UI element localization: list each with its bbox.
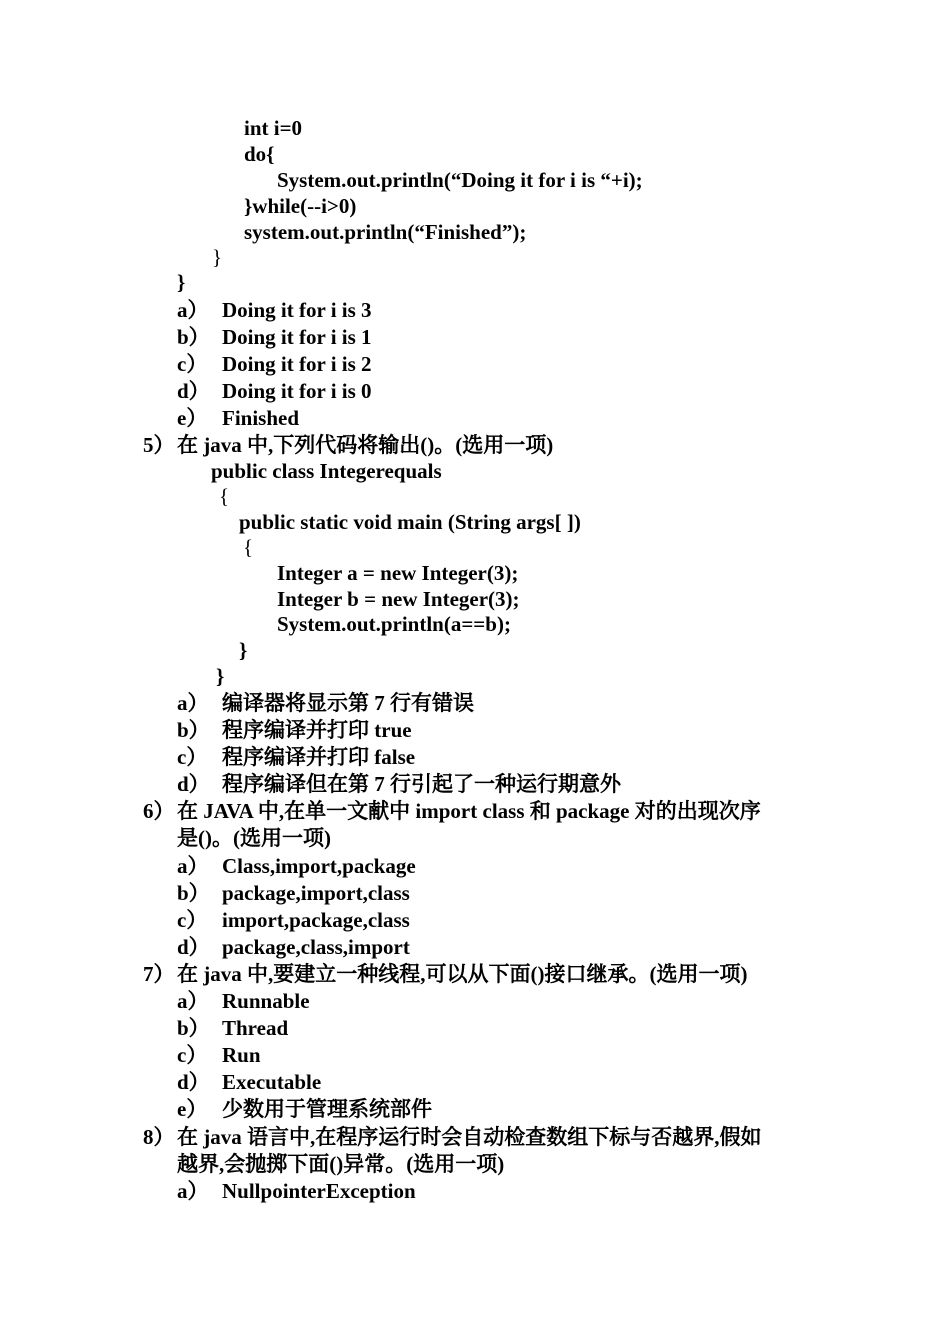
code-line: } bbox=[212, 245, 223, 269]
option-label: d） bbox=[177, 379, 210, 403]
code-line: public static void main (String args[ ]) bbox=[239, 510, 581, 534]
option-label: b） bbox=[177, 325, 210, 349]
code-line: int i=0 bbox=[244, 116, 303, 140]
option-label: a） bbox=[177, 989, 209, 1013]
option-label: d） bbox=[177, 772, 210, 796]
option-text: 程序编译但在第 7 行引起了一种运行期意外 bbox=[222, 772, 621, 796]
question-number: 6） bbox=[143, 799, 175, 823]
option-text: Doing it for i is 0 bbox=[222, 379, 372, 403]
option-label: b） bbox=[177, 1016, 210, 1040]
option-label: c） bbox=[177, 745, 208, 769]
code-line: }while(--i>0) bbox=[244, 194, 357, 218]
question-text: 在 java 中,要建立一种线程,可以从下面()接口继承。(选用一项) bbox=[177, 962, 748, 986]
option-text: Doing it for i is 3 bbox=[222, 298, 372, 322]
option-text: Run bbox=[222, 1043, 261, 1067]
code-line: System.out.println(a==b); bbox=[277, 612, 511, 636]
option-text: package,class,import bbox=[222, 935, 410, 959]
option-text: Finished bbox=[222, 406, 300, 430]
question-number: 5） bbox=[143, 433, 175, 457]
question-number: 7） bbox=[143, 962, 175, 986]
option-text: 少数用于管理系统部件 bbox=[222, 1097, 432, 1121]
option-text: import,package,class bbox=[222, 908, 410, 932]
option-label: b） bbox=[177, 881, 210, 905]
option-text: Executable bbox=[222, 1070, 322, 1094]
option-text: 程序编译并打印 true bbox=[222, 718, 412, 742]
option-label: a） bbox=[177, 298, 209, 322]
option-text: Doing it for i is 2 bbox=[222, 352, 372, 376]
option-label: a） bbox=[177, 854, 209, 878]
option-text: 编译器将显示第 7 行有错误 bbox=[222, 691, 474, 715]
option-label: e） bbox=[177, 406, 208, 430]
code-line: } bbox=[216, 664, 225, 688]
option-label: d） bbox=[177, 1070, 210, 1094]
code-line: } bbox=[177, 270, 186, 294]
code-line: Integer a = new Integer(3); bbox=[277, 561, 519, 585]
code-line: Integer b = new Integer(3); bbox=[277, 587, 520, 611]
code-line: { bbox=[243, 535, 254, 559]
option-label: e） bbox=[177, 1097, 208, 1121]
question-text: 是()。(选用一项) bbox=[177, 826, 331, 850]
code-line: public class Integerequals bbox=[211, 459, 442, 483]
option-text: Class,import,package bbox=[222, 854, 416, 878]
option-text: Thread bbox=[222, 1016, 289, 1040]
option-label: a） bbox=[177, 691, 209, 715]
option-text: Runnable bbox=[222, 989, 310, 1013]
option-label: a） bbox=[177, 1179, 209, 1203]
code-line: { bbox=[219, 484, 230, 508]
question-text: 在 JAVA 中,在单一文献中 import class 和 package 对的出现次序 bbox=[177, 799, 761, 823]
option-text: package,import,class bbox=[222, 881, 410, 905]
question-text: 在 java 语言中,在程序运行时会自动检查数组下标与否越界,假如 bbox=[177, 1125, 762, 1149]
code-line: do{ bbox=[244, 142, 275, 166]
code-line: } bbox=[239, 638, 248, 662]
code-line: system.out.println(“Finished”); bbox=[244, 220, 527, 244]
question-number: 8） bbox=[143, 1125, 175, 1149]
question-text: 越界,会抛掷下面()异常。(选用一项) bbox=[177, 1152, 505, 1176]
option-text: NullpointerException bbox=[222, 1179, 416, 1203]
question-text: 在 java 中,下列代码将输出()。(选用一项) bbox=[177, 433, 554, 457]
option-label: d） bbox=[177, 935, 210, 959]
option-text: Doing it for i is 1 bbox=[222, 325, 372, 349]
option-label: c） bbox=[177, 908, 208, 932]
option-label: c） bbox=[177, 352, 208, 376]
option-text: 程序编译并打印 false bbox=[222, 745, 416, 769]
option-label: c） bbox=[177, 1043, 208, 1067]
code-line: System.out.println(“Doing it for i is “+i); bbox=[277, 168, 643, 192]
option-label: b） bbox=[177, 718, 210, 742]
